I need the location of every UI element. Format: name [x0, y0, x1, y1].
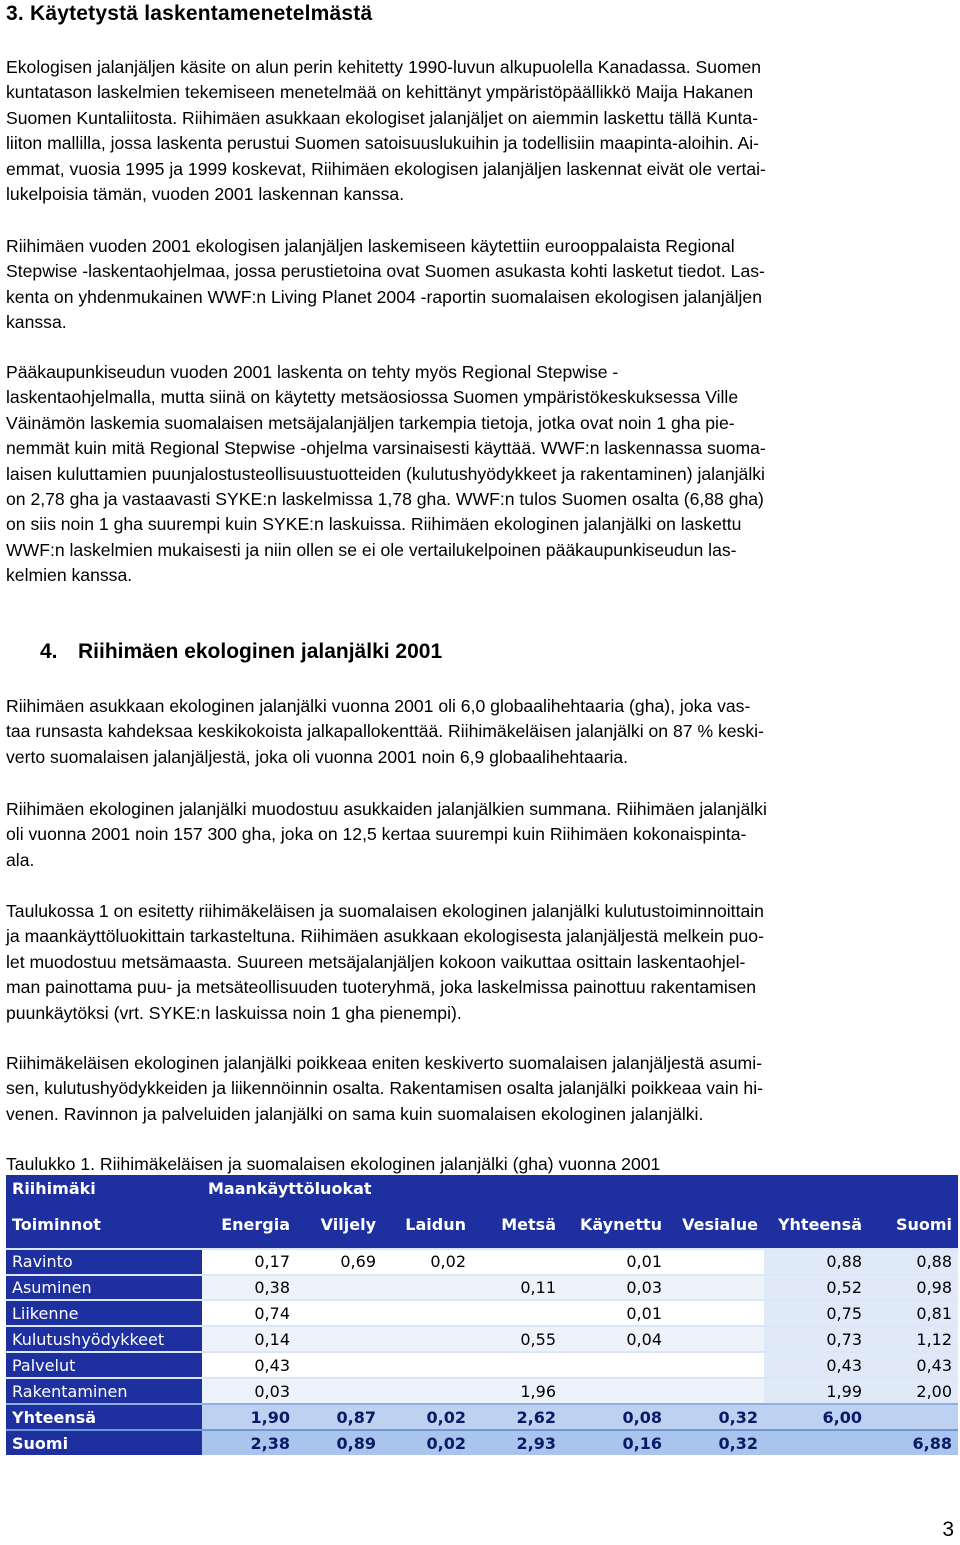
table-cell [296, 1326, 382, 1352]
section-4-paragraph-4 [6, 1051, 956, 1127]
table-row [6, 1249, 958, 1275]
table-cell: 1,90 [202, 1404, 296, 1430]
text-line: liiton mallilla, jossa laskenta perustui Suomen satoisuuslukuihin ja todellisiin maapinta-aloihin. Ai- [6, 133, 760, 154]
table-cell: 6,00 [764, 1404, 868, 1430]
table-cell [382, 1378, 472, 1404]
table-cell: 1,12 [868, 1326, 958, 1352]
section-4-title: Riihimäen ekologinen jalanjälki 2001 [78, 640, 443, 663]
table-column-header: Suomi [868, 1202, 958, 1249]
text-line: lukelpoisia tämän, vuoden 2001 laskennan kanssa. [6, 184, 405, 205]
table-cell: 0,43 [202, 1352, 296, 1378]
table-cell: 0,32 [668, 1430, 764, 1455]
table-cell: 2,00 [868, 1378, 958, 1404]
table-caption: Taulukko 1. Riihimäkeläisen ja suomalaisen ekologinen jalanjälki (gha) vuonna 2001 [6, 1154, 661, 1174]
text-line: sen, kulutushyödykkeiden ja liikennöinnin osalta. Rakentamisen osalta jalanjälki poikkeaa vain hi- [6, 1078, 763, 1099]
table-corner-label: Riihimäki [6, 1175, 202, 1202]
table-column-header: Laidun [382, 1202, 472, 1249]
table-cell: 6,88 [868, 1430, 958, 1455]
table-cell [382, 1275, 472, 1301]
table-cell: 0,32 [668, 1404, 764, 1430]
section-4-paragraph-2 [6, 797, 956, 873]
table-cell: 0,04 [562, 1326, 668, 1352]
section-4-paragraph-1 [6, 694, 956, 770]
table-cell [296, 1352, 382, 1378]
table-cell: 0,14 [202, 1326, 296, 1352]
table-group-header: Maankäyttöluokat [202, 1175, 958, 1202]
table-cell: 0,81 [868, 1300, 958, 1326]
text-line: ja maankäyttöluokittain tarkasteltuna. Riihimäen asukkaan ekologisesta jalanjäljestä melkein puo- [6, 926, 764, 947]
table-cell: 0,43 [764, 1352, 868, 1378]
table-row-label: Liikenne [6, 1300, 202, 1326]
text-line: man painottama puu- ja metsäteollisuuden tuoteryhmä, joka laskelmissa painottuu rakentamisen [6, 977, 757, 998]
text-line: Suomen Kuntaliitosta. Riihimäen asukkaan ekologiset jalanjäljet on aiemmin laskettu tällä Kunta- [6, 107, 759, 128]
section-3-paragraph-1 [6, 55, 956, 207]
table-cell: 0,01 [562, 1249, 668, 1275]
table-column-header: Yhteensä [764, 1202, 868, 1249]
table-cell: 0,73 [764, 1326, 868, 1352]
table-row-label: Rakentaminen [6, 1378, 202, 1404]
text-line: nemmät kuin mitä Regional Stepwise -ohjelma varsinaisesti käyttää. WWF:n laskennassa suoma- [6, 438, 766, 459]
table-cell [562, 1378, 668, 1404]
table-row-label: Palvelut [6, 1352, 202, 1378]
table-column-header: Viljely [296, 1202, 382, 1249]
table-cell [296, 1378, 382, 1404]
table-cell [382, 1352, 472, 1378]
table-cell: 0,03 [202, 1378, 296, 1404]
table-header-row [6, 1175, 958, 1202]
table-cell [668, 1300, 764, 1326]
table-row [6, 1326, 958, 1352]
table-cell: 1,99 [764, 1378, 868, 1404]
table-cell: 2,38 [202, 1430, 296, 1455]
text-line: emmat, vuosia 1995 ja 1999 koskevat, Riihimäen ekologisen jalanjäljen laskennat eivät ole vertai- [6, 158, 766, 179]
text-line: Pääkaupunkiseudun vuoden 2001 laskenta on tehty myös Regional Stepwise - [6, 362, 619, 382]
section-3-paragraph-2 [6, 234, 956, 336]
table-row [6, 1300, 958, 1326]
table-row-label: Kulutushyödykkeet [6, 1326, 202, 1352]
text-line: WWF:n laskelmien mukaisesti ja niin ollen se ei ole vertailukelpoinen pääkaupunkiseudun las- [6, 539, 737, 560]
text-line: Riihimäkeläisen ekologinen jalanjälki poikkeaa eniten keskiverto suomalaisen jalanjäljestä asumi- [6, 1053, 762, 1073]
table-cell: 0,88 [868, 1249, 958, 1275]
table-cell [668, 1275, 764, 1301]
table-cell: 0,55 [472, 1326, 562, 1352]
table-cell [562, 1352, 668, 1378]
table-cell [382, 1326, 472, 1352]
table-column-header: Toiminnot [6, 1202, 202, 1249]
table-cell [668, 1378, 764, 1404]
text-line: Taulukossa 1 on esitetty riihimäkeläisen ja suomalaisen ekologinen jalanjälki kulutustoiminnoittain [6, 901, 764, 921]
table-cell: 0,38 [202, 1275, 296, 1301]
text-line: kanssa. [6, 312, 67, 333]
table-row [6, 1404, 958, 1430]
table-cell [472, 1249, 562, 1275]
table-cell [668, 1326, 764, 1352]
text-line: kuntatason laskelmien tekemiseen menetelmää on kehittänyt ympäristöpäällikkö Maija Hakanen [6, 82, 754, 103]
table-row [6, 1378, 958, 1404]
text-line: venen. Ravinnon ja palveluiden jalanjälki on sama kuin suomalaisen ekologinen jalanjälki. [6, 1103, 704, 1124]
text-line: laisen kuluttamien puunjalostusteollisuustuotteiden (kulutushyödykkeet ja rakentaminen) jalanjälki [6, 463, 765, 484]
table-cell: 0,02 [382, 1404, 472, 1430]
text-line: Riihimäen asukkaan ekologinen jalanjälki vuonna 2001 oli 6,0 globaalihehtaaria (gha), joka vas- [6, 696, 751, 716]
table-column-header: Energia [202, 1202, 296, 1249]
table-cell [296, 1275, 382, 1301]
footprint-table [6, 1175, 958, 1455]
text-line: taa runsasta kahdeksaa keskikokoista jalkapallokenttää. Riihimäkeläisen jalanjälki on 87 % keski- [6, 721, 764, 742]
text-line: oli vuonna 2001 noin 157 300 gha, joka on 12,5 kertaa suurempi kuin Riihimäen kokonaispinta- [6, 824, 747, 845]
table-cell [382, 1300, 472, 1326]
table-column-header: Metsä [472, 1202, 562, 1249]
page-number: 3 [942, 1518, 954, 1541]
text-line: Riihimäen vuoden 2001 ekologisen jalanjäljen laskemiseen käytettiin eurooppalaista Regional [6, 236, 735, 256]
table-cell: 0,01 [562, 1300, 668, 1326]
table-row [6, 1352, 958, 1378]
table-cell: 0,69 [296, 1249, 382, 1275]
table-cell: 0,75 [764, 1300, 868, 1326]
table-header-row [6, 1202, 958, 1249]
table-cell [868, 1404, 958, 1430]
table-cell [764, 1430, 868, 1455]
table-cell: 0,89 [296, 1430, 382, 1455]
table-row-label: Ravinto [6, 1249, 202, 1275]
table-cell: 0,74 [202, 1300, 296, 1326]
text-line: kelmien kanssa. [6, 565, 133, 586]
text-line: on siis noin 1 gha suurempi kuin SYKE:n laskuissa. Riihimäen ekologinen jalanjälki on laskettu [6, 514, 742, 535]
section-4-paragraph-3 [6, 899, 956, 1026]
table-row [6, 1430, 958, 1455]
table-cell [668, 1249, 764, 1275]
table-cell: 1,96 [472, 1378, 562, 1404]
text-line: ala. [6, 849, 35, 870]
text-line: on 2,78 gha ja vastaavasti SYKE:n laskelmissa 1,78 gha. WWF:n tulos Suomen osalta (6,88 gha) [6, 489, 764, 510]
table-cell: 0,98 [868, 1275, 958, 1301]
table-cell: 0,11 [472, 1275, 562, 1301]
table-column-header: Käynettu [562, 1202, 668, 1249]
text-line: verto suomalaisen jalanjäljestä, joka oli vuonna 2001 noin 6,9 globaalihehtaaria. [6, 746, 629, 767]
table-cell: 0,17 [202, 1249, 296, 1275]
table-cell: 2,62 [472, 1404, 562, 1430]
section-4-number: 4. [40, 640, 58, 663]
table-cell: 0,87 [296, 1404, 382, 1430]
table-cell [668, 1352, 764, 1378]
text-line: let muodostuu metsämaasta. Suureen metsäjalanjäljen kokoon vaikuttaa osittain laskentaohjel- [6, 951, 746, 972]
table-row-label: Asuminen [6, 1275, 202, 1301]
table-cell: 0,03 [562, 1275, 668, 1301]
text-line: Riihimäen ekologinen jalanjälki muodostuu asukkaiden jalanjälkien summana. Riihimäen jalanjälki [6, 799, 767, 819]
table-cell: 2,93 [472, 1430, 562, 1455]
table-cell [296, 1300, 382, 1326]
text-line: Ekologisen jalanjäljen käsite on alun perin kehitetty 1990-luvun alkupuolella Kanadassa. Suomen [6, 57, 762, 77]
section-3-heading: 3. Käytetystä laskentamenetelmästä [6, 2, 373, 25]
section-4-heading [40, 640, 442, 664]
text-line: laskentaohjelmalla, mutta siinä on käytetty metsäosiossa Suomen ympäristökeskuksessa Ville [6, 387, 739, 408]
table-cell [472, 1300, 562, 1326]
text-line: puunkäytöksi (vrt. SYKE:n laskuissa noin 1 gha pienempi). [6, 1002, 462, 1023]
table-cell: 0,88 [764, 1249, 868, 1275]
text-line: Väinämön laskemia suomalaisen metsäjalanjäljen tarkempia tietoja, jotka ovat noin 1 gha pie- [6, 412, 735, 433]
table-cell: 0,02 [382, 1430, 472, 1455]
table-cell: 0,52 [764, 1275, 868, 1301]
table-cell: 0,16 [562, 1430, 668, 1455]
section-3-paragraph-3 [6, 360, 956, 589]
table-row [6, 1275, 958, 1301]
table-cell: 0,08 [562, 1404, 668, 1430]
text-line: kenta on yhdenmukainen WWF:n Living Planet 2004 -raportin suomalaisen ekologisen jalanjäljen [6, 286, 762, 307]
table-cell: 0,43 [868, 1352, 958, 1378]
table-row-label: Yhteensä [6, 1404, 202, 1430]
text-line: Stepwise -laskentaohjelmaa, jossa perustietoina ovat Suomen asukasta kohti lasketut tiedot. Las- [6, 261, 765, 282]
table-cell: 0,02 [382, 1249, 472, 1275]
table-column-header: Vesialue [668, 1202, 764, 1249]
table-row-label: Suomi [6, 1430, 202, 1455]
table-cell [472, 1352, 562, 1378]
